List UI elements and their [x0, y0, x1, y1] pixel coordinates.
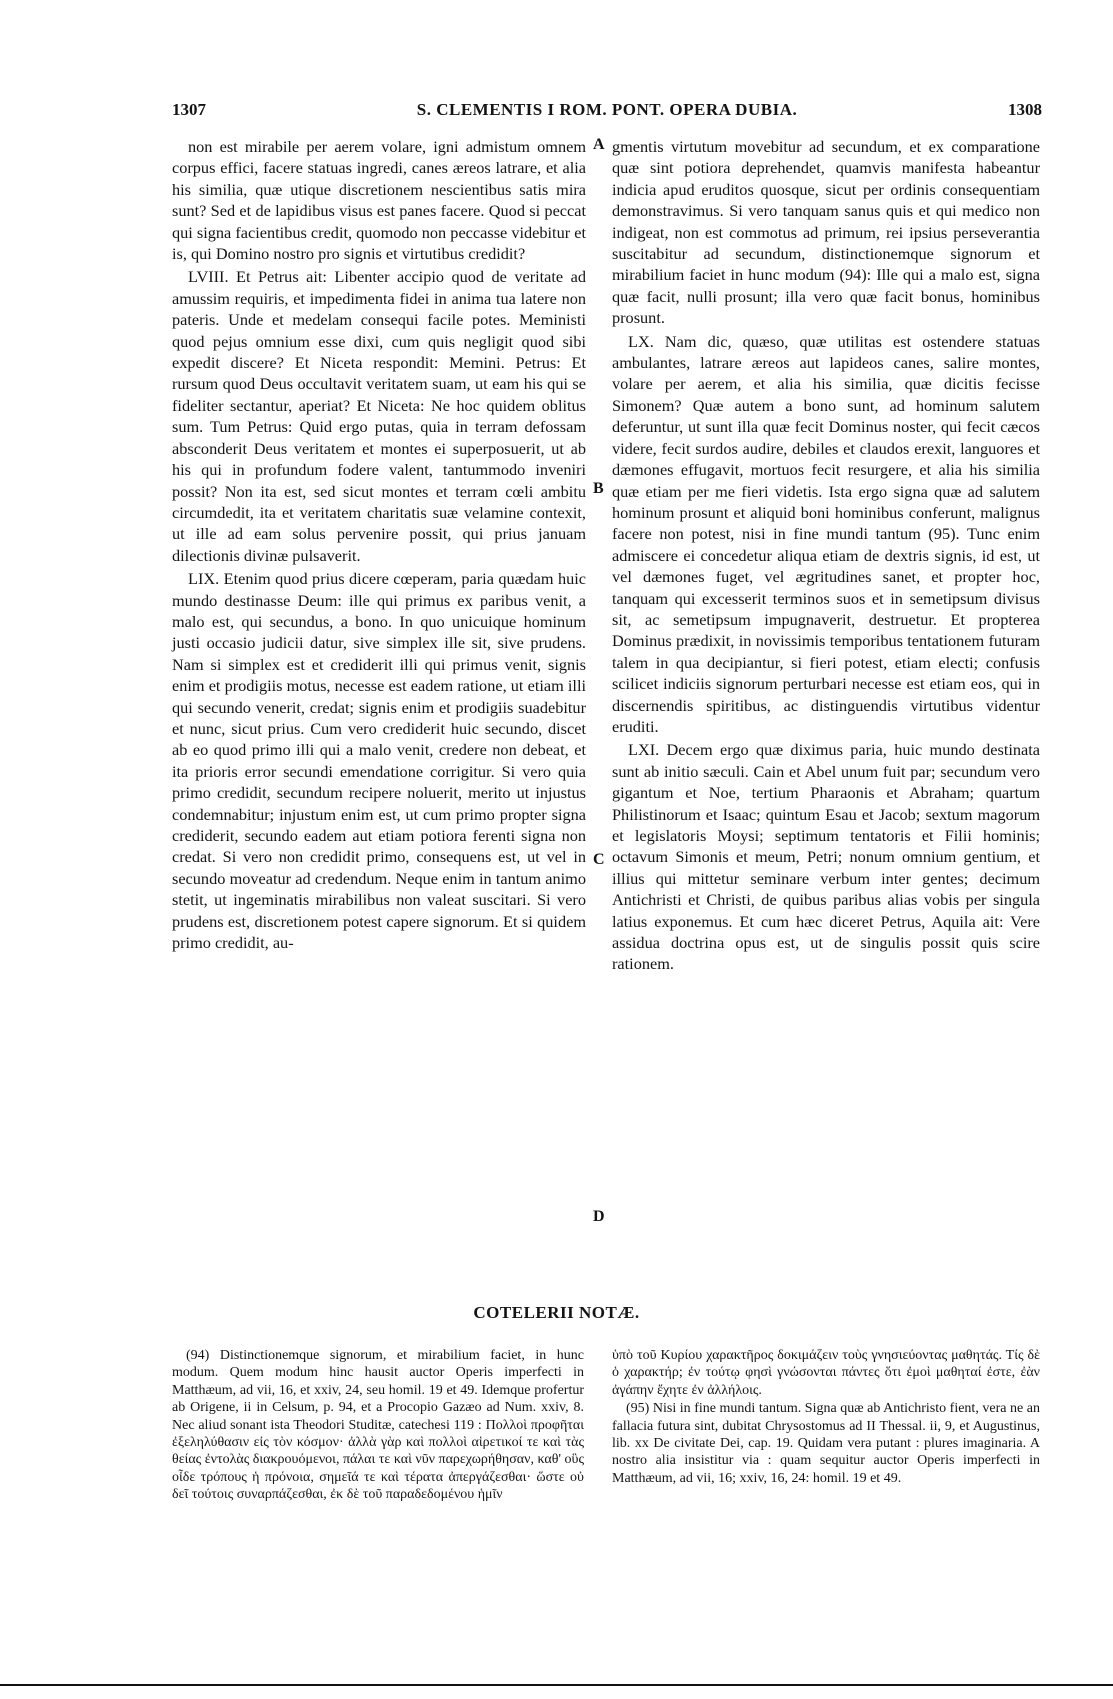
paragraph: non est mirabile per aerem volare, igni admistum omnem corpus effici, facere statuas ingredi, canes æreos latrare, et alia his similia, quæ utique discretionem nescientibus satis mira sunt? Sed et de lapidibus visus est panes facere. Quod si peccat qui signa facientibus credit, quomodo non peccasse videbitur et is, qui Domino nostro pro signis et virtutibus credidit? — [172, 137, 586, 264]
page-number-right: 1308 — [1008, 100, 1042, 119]
notes-left-column — [172, 1347, 584, 1504]
right-text-column — [612, 136, 1040, 975]
paragraph-lviii: LVIII. Et Petrus ait: Libenter accipio quod de veritate ad amussim requiris, et impedimenta fidei in anima tua latere non pateris. Unde et medelam consequi facile potes. Meministi quod pejus omnium esse dixi, cum quis negligit quod sibi expedit discere? Et Niceta respondit: Memini. Petrus: Et rursum quod Deus occultavit veritatem suam, ut eam his qui se fideliter sectantur, aperiat? Et Niceta: Ne hoc quidem oblitus sum. Tum Petrus: Quid ergo putas, quia in terram defossam absconderit Deus veritatem et montes ei superposuerit, ut ab his qui in profundum fodere valent, tantummodo inveniri possit? Non ita est, sed sicut montes et terram cœli ambitu circumdedit, ita et veritatem charitatis suæ velamine contexit, ut ille ad eam solus pervenire possit, qui prius januam dilectionis divinæ pulsaverit. — [172, 267, 586, 565]
note-94: (94) Distinctionemque signorum, et mirabilium faciet, in hunc modum. Quem modum hinc hausit auctor Operis imperfecti in Matthæum, ad vii, 16, et xxiv, 24, seu homil. 19 et 49. Idemque profertur ab Origene, ii in Celsum, p. 94, et a Procopio Gazæo ad Num. xxiv, 8. Nec aliud sonant ista Theodori Studitæ, catechesi 119 : Πολλοὶ προφῆται ἐξεληλύθασιν εἰς τὸν κόσμον· ἀλλὰ γὰρ καὶ πολλοὶ αἱρετικοί τε καὶ τὰς θείας ἐντολὰς διακρουόμενοι, πάλαι τε καὶ νῦν παρεχωρήθησαν, καθ' οὓς οἶδε τρόπους ἡ πρόνοια, σημεῖά τε καὶ τέρατα ἀπεργάζεσθαι· ὥστε οὐ δεῖ τούτοις συναρπάζεσθαι, ἐκ δὲ τοῦ παραδεδομένου ἡμῖν — [172, 1348, 584, 1503]
notes-right-column — [612, 1347, 1040, 1487]
margin-marker-a: A — [593, 136, 605, 153]
notes-heading: COTELERII NOTÆ. — [473, 1303, 640, 1322]
running-header — [172, 100, 1042, 130]
bottom-rule — [0, 1684, 1113, 1686]
note-95: (95) Nisi in fine mundi tantum. Signa quæ ab Antichristo fient, vera ne an fallacia futura sint, dubitat Chrysostomus ad II Thessal. ii, 9, et Augustinus, lib. xx De civitate Dei, cap. 19. Quidam vera putant : plures imaginaria. A nostro alia insistitur via : quam sequitur auctor Operis imperfecti in Matthæum, ad vii, 16; xxiv, 16, 24: homil. 19 et 49. — [612, 1401, 1040, 1486]
paragraph: gmentis virtutum movebitur ad secundum, et ex comparatione quæ sint potiora deprehendet, quamvis manifesta habeantur indicia apud eruditos quosque, sicut per ordinis consequentiam demonstravimus. Si vero tanquam sanus quis et qui medico non indigeat, non est commotus ad primum, rei ipsius perseverantia suscitabitur ad secundum, distinctionemque signorum et mirabilium faciet in hunc modum (94): Ille qui a malo est, signa quæ facit, nulli prosunt; illa vero quæ facit bonus, hominibus prosunt. — [612, 137, 1040, 328]
paragraph-lxi: LXI. Decem ergo quæ diximus paria, huic mundo destinata sunt ab initio sæculi. Cain et Abel unum fuit par; secundum vero gigantum et Noe, tertium Pharaonis et Abraham; quartum Philistinorum et Isaac; quintum Esau et Jacob; sextum magorum et legislatoris Moysi; septimum tentatoris et Filii hominis; octavum Simonis et meum, Petri; nonum omnium gentium, et illius qui mittetur seminare verbum inter gentes; decimum Antichristi et Christi, de quibus paribus alias vobis per singula latius exponemus. Et cum hæc diceret Petrus, Aquila ait: Vere assidua doctrina opus est, ut de singulis possit quis scire rationem. — [612, 740, 1040, 974]
left-text-column — [172, 136, 586, 953]
page-number-left: 1307 — [172, 100, 206, 119]
margin-marker-d: D — [593, 1208, 605, 1225]
running-title: S. CLEMENTIS I ROM. PONT. OPERA DUBIA. — [416, 100, 798, 119]
margin-marker-c: C — [593, 851, 605, 868]
paragraph-lix: LIX. Etenim quod prius dicere cœperam, paria quædam huic mundo destinasse Deum: ille qui primus ex paribus venit, a malo est, qui secundus, a bono. In quo unicuique hominum justi occasio judicii datur, sive simplex ille sit, sive prudens. Nam si simplex est et crediderit illi qui primus venit, signis enim et prodigiis motus, necesse est eadem ratione, ut etiam illi qui secundo venerit, credat; signis enim et prodigiis suadebitur et nunc, sicut prius. Cum vero crediderit huic secundo, discet ab eo quod primo illi qui a malo venit, credere non debeat, et ita prioris error secundi emendatione corrigitur. Si vero quia primo credidit, secundum recipere noluerit, merito ut injustus condemnabitur; injustum enim est, ut cum primo propter signa crediderit, secundo eadem aut etiam potiora ferenti signa non credat. Si vero non credidit primo, consequens est, ut vel in secundo moveatur ad credendum. Neque enim in tantum animo stetit, ut ingeminatis mirabilibus non valeat suscitari. Si vero prudens est, discretionem potest capere signorum. Et si quidem primo credidit, au- — [172, 569, 586, 953]
note-94-continued: ὑπὸ τοῦ Κυρίου χαρακτῆρος δοκιμάζειν τοὺς γνησιεύοντας μαθητάς. Τίς δὲ ὁ χαρακτήρ; ἐν τούτῳ φησὶ γνώσονται πάντες ὅτι ἐμοὶ μαθηταί ἐστε, ἐὰν ἀγάπην ἔχητε ἐν ἀλλήλοις. — [612, 1348, 1040, 1398]
paragraph-lx: LX. Nam dic, quæso, quæ utilitas est ostendere statuas ambulantes, latrare æreos aut lapideos canes, salire montes, volare per aerem, et alia his similia, quæ dicitis fecisse Simonem? Quæ autem a bono sunt, ad hominum salutem deferuntur, ut sunt illa quæ fecit Dominus noster, qui fecit cæcos videre, fecit surdos audire, debiles et claudos erexit, languores et dæmones effugavit, mortuos fecit resurgere, et alia his similia quæ etiam per me fieri videtis. Ista ergo signa quæ ad salutem hominum prosunt et aliquid boni hominibus conferunt, malignus facere non potest, nisi in fine mundi tantum (95). Tunc enim admiscere ei concedetur aliqua etiam de dextris signis, id est, ut vel dæmones fuget, vel ægritudines sanet, et propter hoc, tanquam qui excesserit terminos suos et in semetipsum divisus sit, ac semetipsum impugnaverit, destruetur. Et propterea Dominus prædixit, in novissimis temporibus tentationem futuram talem in qua decipiantur, si fieri potest, etiam electi; confusis scilicet indiciis signorum perturbari necesse est etiam eos, qui in discernendis spiritibus, ac distinguendis virtutibus videntur eruditi. — [612, 331, 1040, 736]
margin-marker-b: B — [593, 480, 604, 497]
